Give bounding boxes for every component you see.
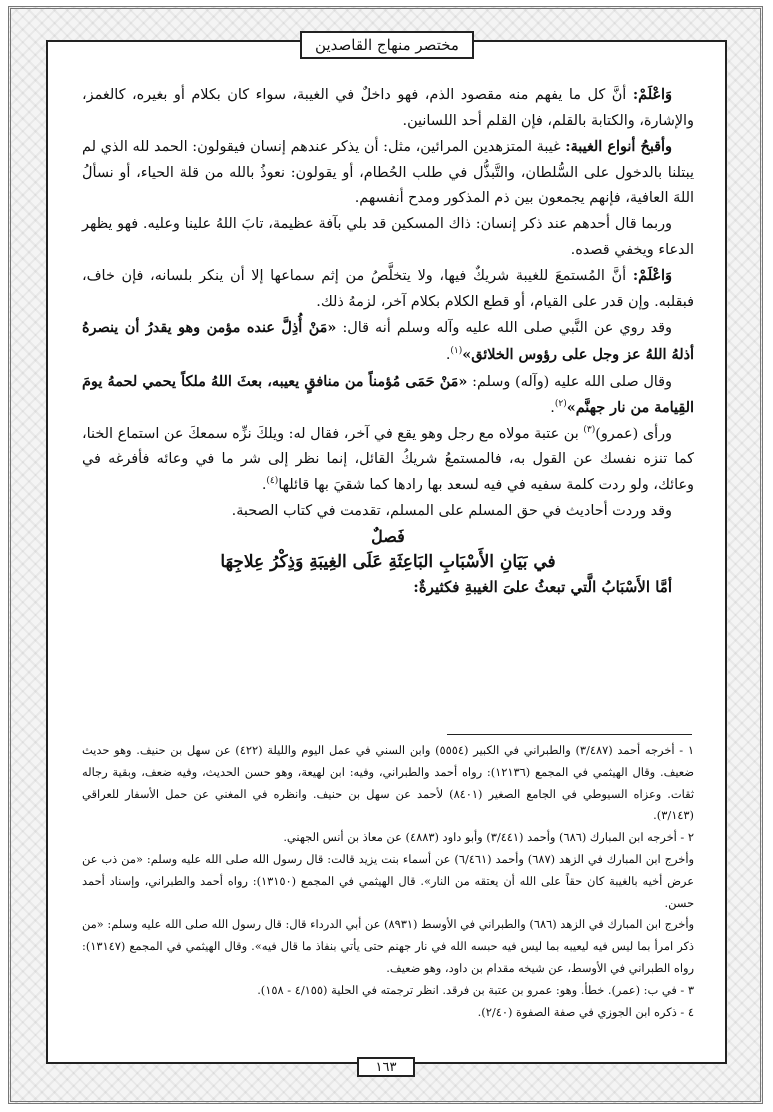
footnote-ref-3: (٣): [583, 424, 596, 435]
paragraph-8: [82, 499, 694, 525]
hadith-1: «مَنْ أُذِلَّ عنده مؤمن وهو يقدرُ أن ينصرهُ أذلهُ اللهُ عز وجل على رؤوس الخلائق»: [82, 319, 694, 363]
footnotes: [82, 740, 694, 1058]
running-header: [300, 31, 474, 59]
paragraph-5: وقد روي عن النَّبي صلى الله عليه وآله وسلم أنه قال: «مَنْ أُذِلَّ عنده مؤمن وهو يقدرُ أن ينصرهُ أذلهُ اللهُ عز وجل على رؤوس الخلائق»$^{(١)}$.: [82, 319, 694, 363]
paragraph-6-text: وقال صلى الله عليه (وآله) وسلم:: [472, 373, 673, 390]
page-number: ١٦٣: [375, 1059, 397, 1075]
paragraph-7-a: ورأى (عمرو): [595, 425, 672, 442]
paragraph-3-text: وربما قال أحدهم عند ذكر إنسان: ذاك المسكين قد بلي بآفة عظيمة، تابَ اللهُ علينا وعليه. فهو يظهر الدعاء ويخفي قصده.: [82, 215, 694, 258]
footnote-2: ٢ - أخرجه ابن المبارك (٦٨٦) وأحمد (٣/٤٤١) وأبو داود (٤٨٨٣) عن معاذ بن أنس الجهني.: [283, 830, 694, 845]
paragraph-7: ورأى (عمرو)$^{(٣)}$ بن عتبة مولاه مع رجل وهو يقع في آخر، فقال له: ويلكَ نزِّه سمعكَ عن استماع الخنا، كما تنزه نفسك عن القول به، فالمستمعُ شريكُ القائل، إنما نظر إلى شر ما في وعائه فأفرغه في وعائك، ولو ردت كلمة سفيه في فيه لسعد بها رادها كما شقيَ بها قائلها$^{(٤)}$.: [82, 424, 694, 493]
footnote-ref-4: (٤): [266, 476, 279, 487]
paragraph-3: [82, 212, 694, 263]
paragraph-5-text: وقد روي عن النَّبي صلى الله عليه وآله وسلم أنه قال:: [342, 320, 673, 337]
footnote-3: ٣ - في ب: (عمر). خطأ. وهو: عمرو بن عتبة بن فرقد. انظر ترجمته في الحلية (٤/١٥٥ - ١٥٨).: [257, 982, 694, 997]
footnote-1: ١ - أخرجه أحمد (٣/٤٨٧) والطبراني في الكبير (٥٥٥٤) وابن السني في عمل اليوم والليلة (٤٢٢) عن سهل بن حنيف. وهو حديث ضعيف. وقال الهيثمي في المجمع (١٢١٣٦): رواه أحمد والطبراني، وفيه: ابن لهيعة، وهو حسن الحديث، وفيه ضعف، وبقية رجاله ثقات. وعزاه السيوطي في الجامع الصغير (٨٤٠١) لأحمد عن سهل بن حنيف. وانظره في المغني عن حمل الأسفار للعراقي (٣/١٤٣).: [82, 743, 694, 823]
paragraph-4: [82, 263, 694, 315]
paragraph-4-lead: وَاعْلَمْ:: [632, 267, 673, 285]
paragraph-8-text: وقد وردت أحاديث في حق المسلم على المسلم، تقدمت في كتاب الصحبة.: [231, 502, 672, 519]
paragraph-2-text: غيبة المتزهدين المرائين، مثل: أن يذكر عندهم إنسان فيقولون: الحمد لله الذي لم يبتلنا بالدخول على السُّلطان، والتَّبذُّل في طلب الحُطام، أو يقولون: نعوذُ بالله من قلة الحياء، أو نسألُ اللهَ العافية، فإنهم يجمعون بين ذم المذكور ومدح أنفسهم.: [82, 139, 694, 207]
paragraph-4-text: أنَّ المُستمعَ للغيبة شريكٌ فيها، ولا يتخلَّصُ من إثم سماعها إلا أن ينكر بلسانه، فإن خاف، فبقلبه. وإن قدر على القيام، أو قطع الكلام بكلام آخر، لزمهُ ذلك.: [82, 268, 694, 310]
paragraph-1-text: أنَّ كل ما يفهم منه مقصود الذم، فهو داخلٌ في الغيبة، سواء كان بكلام أو بغيره، كالغمز، والإشارة، والكتابة بالقلم، فإن القلم أحد اللسانين.: [82, 87, 694, 129]
paragraph-2-lead: وأقبحُ أنواع الغيبة:: [565, 138, 672, 156]
main-text: [82, 82, 694, 722]
paragraph-7-b: بن عتبة مولاه مع رجل وهو يقع في آخر، فقال له: ويلكَ نزِّه سمعكَ عن استماع الخنا، كما تنزه نفسك عن القول به، فالمستمعُ شريكُ القائل، إنما نظر إلى شر ما في وعائه فأفرغه في وعائك، ولو ردت كلمة سفيه في فيه لسعد بها رادها كما شقيَ بها قائلها: [82, 425, 694, 493]
footnote-2-continued: وأخرج ابن المبارك في الزهد (٦٨٧) وأحمد (٦/٤٦١) عن أسماء بنت يزيد قالت: قال رسول الله صلى الله عليه وسلم: «من ذب عن عرض أخيه بالغيبة كان حقاً على الله أن يعتقه من النار». قال الهيثمي في المجمع (١٣١٥٠): رواه أحمد والطبراني، وإسناد أحمد حسن.: [82, 851, 695, 910]
hadith-2: «مَنْ حَمَى مُؤمناً من منافقٍ يعيبه، بعثَ اللهُ ملكاً يحمي لحمهُ يومَ القِيامة من نار جهنَّم»: [82, 372, 694, 417]
paragraph-1: [82, 82, 694, 134]
section-label: فَصلٌ: [371, 527, 405, 547]
section-subheading: أمَّا الأَسْبَابُ الَّتي تبعثُ علىَ الغيبةِ فكثيرةٌ:: [413, 578, 672, 597]
paragraph-2: [82, 134, 694, 212]
footnote-ref-2: (٢): [554, 399, 567, 410]
footnote-ref-1: (١): [450, 346, 463, 357]
page-number-box: [357, 1057, 415, 1077]
book-title: مختصر منهاج القاصدين: [315, 36, 459, 54]
section-title: في بَيَانِ الأَسْبَابِ البَاعِثَةِ عَلَى الغِيبَةِ وَذِكْرُ عِلاجِهَا: [220, 551, 556, 572]
paragraph-6: وقال صلى الله عليه (وآله) وسلم: «مَنْ حَمَى مُؤمناً من منافقٍ يعيبه، بعثَ اللهُ ملكاً يحمي لحمهُ يومَ القِيامة من نار جهنَّم»$^{(٢)}$.: [82, 372, 694, 417]
footnote-divider: [447, 734, 692, 735]
footnote-2-continued-2: وأخرج ابن المبارك في الزهد (٦٨٦) والطبراني في الأوسط (٨٩٣١) عن أبي الدرداء قال: قال رسول الله صلى الله عليه وسلم: «من ذكر امرأ بما ليس فيه ليعيبه بما ليس فيه حبسه الله في نار جهنم حتى يأتي بنفاذ ما قال فيه». وقال الهيثمي في المجمع (١٣١٤٧): رواه الطبراني في الأوسط، عن شيخه مقدام بن داود، وهو ضعيف.: [82, 917, 695, 975]
footnote-4: ٤ - ذكره ابن الجوزي في صفة الصفوة (٢/٤٠).: [477, 1004, 694, 1019]
paragraph-1-lead: وَاعْلَمْ:: [632, 86, 673, 103]
